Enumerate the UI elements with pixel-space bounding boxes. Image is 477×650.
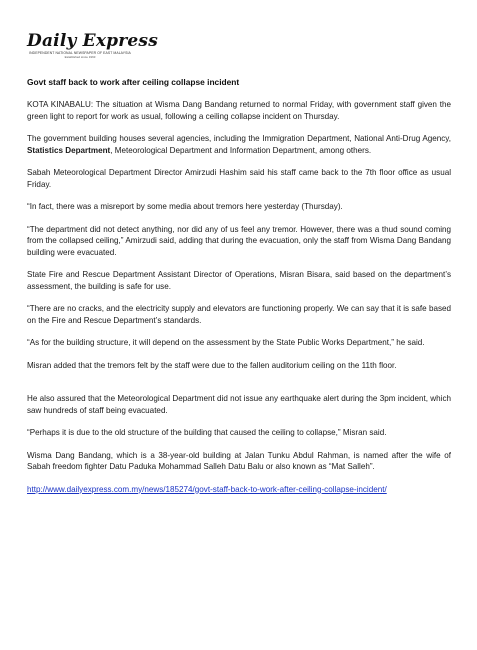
article-paragraph: He also assured that the Meteorological Department did not issue any earthquake alert during the 3pm incident, which saw hundreds of staff being evacuated. [27, 394, 451, 415]
article-paragraph: State Fire and Rescue Department Assistant Director of Operations, Misran Bisara, said based on the department’s assessment, the building is safe for use. [27, 270, 451, 291]
article-headline: Govt staff back to work after ceiling collapse incident [27, 77, 240, 87]
agencies-text-after: , Meteorological Department and Information Department, among others. [110, 145, 372, 155]
masthead-established: Established since 1963 [64, 55, 96, 59]
article-paragraph: Sabah Meteorological Department Director Amirzudi Hashim said his staff came back to the 7th floor office as usual Friday. [27, 168, 451, 189]
source-link-paragraph [27, 484, 451, 496]
article-paragraph: Wisma Dang Bandang, which is a 38-year-old building at Jalan Tunku Abdul Rahman, is named after the wife of Sabah freedom fighter Datu Paduka Mohammad Salleh Datu Balu or also known as “Mat Salleh”. [27, 450, 451, 471]
masthead [27, 31, 158, 59]
article-paragraph: KOTA KINABALU: The situation at Wisma Dang Bandang returned to normal Friday, with government staff given the green light to report for work as usual, following a ceiling collapse incident on Thursday. [27, 100, 451, 121]
agencies-text-before: The government building houses several agencies, including the Immigration Department, National Anti-Drug Agency, [27, 134, 451, 143]
article-paragraph: “In fact, there was a misreport by some media about tremors here yesterday (Thursday). [27, 202, 343, 211]
article-paragraph: “As for the building structure, it will depend on the assessment by the State Public Works Department,” he said. [27, 338, 425, 347]
source-link[interactable]: http://www.dailyexpress.com.my/news/185274/govt-staff-back-to-work-after-ceiling-collapse-incident/ [27, 484, 387, 494]
article-body [27, 77, 451, 506]
article-paragraph: “There are no cracks, and the electricity supply and elevators are functioning properly. We can say that it is safe based on the Fire and Rescue Department’s standards. [27, 304, 451, 325]
masthead-tagline: INDEPENDENT NATIONAL NEWSPAPER OF EAST MALAYSIA [29, 51, 131, 55]
article-paragraph: “The department did not detect anything, nor did any of us feel any tremor. However, there was a thud sound coming from the collapsed ceiling,” Amirzudi said, adding that during the evacuation, only the staff from Wisma Dang Bandang building were evacuated. [27, 224, 451, 257]
newspaper-logo: Daily Express [27, 31, 158, 51]
article-paragraph: Misran added that the tremors felt by the staff were due to the fallen auditorium ceiling on the 11th floor. [27, 360, 397, 370]
agencies-paragraph [27, 133, 451, 156]
article-paragraph: “Perhaps it is due to the old structure of the building that caused the ceiling to collapse,” Misran said. [27, 428, 387, 437]
agencies-text-bold: Statistics Department [27, 145, 111, 155]
